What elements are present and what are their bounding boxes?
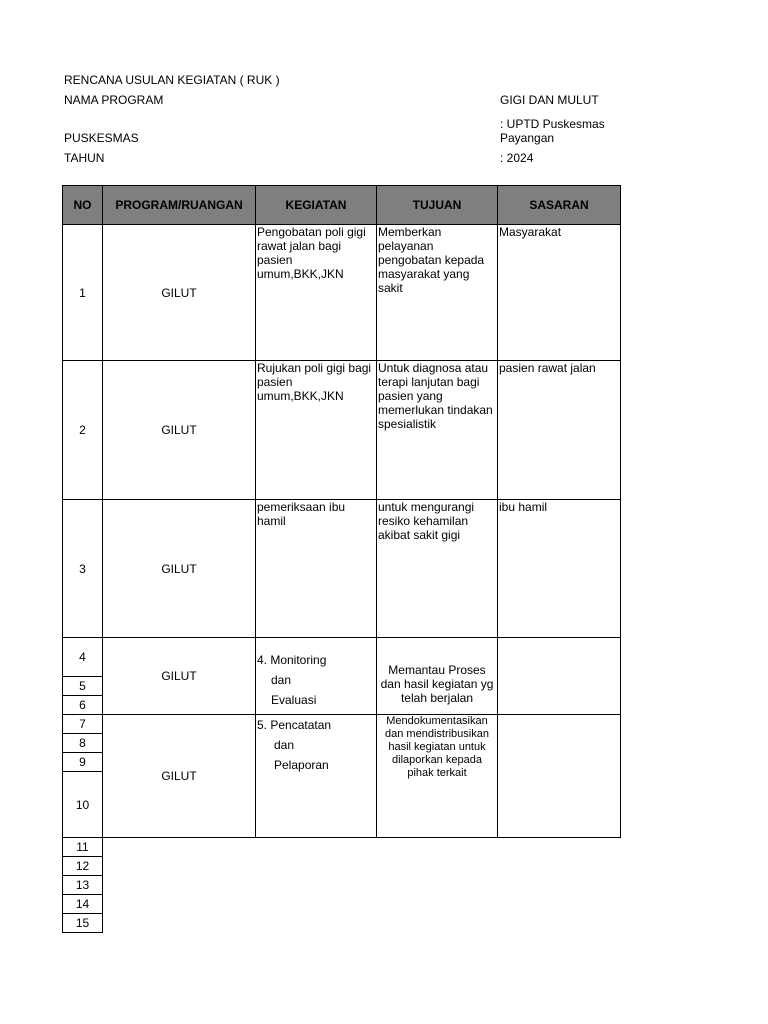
row-kegiatan: pemeriksaan ibu hamil (256, 500, 377, 638)
table-row (63, 857, 621, 876)
table-row (63, 638, 621, 677)
kegiatan-line: dan (274, 738, 295, 752)
row-no: 7 (63, 715, 103, 734)
row-program: GILUT (103, 715, 256, 838)
table-row (63, 914, 621, 933)
tujuan-text: Memantau Proses dan hasil kegiatan yg telah berjalan (380, 663, 494, 705)
kegiatan-line: Pelaporan (274, 758, 329, 772)
table-row (63, 838, 621, 857)
row-no: 13 (63, 876, 103, 895)
row-sasaran (498, 715, 621, 838)
row-sasaran: ibu hamil (498, 500, 621, 638)
row-tujuan (377, 638, 498, 715)
row-no: 5 (63, 677, 103, 696)
row-no: 6 (63, 696, 103, 715)
kegiatan-line: 5. Pencatatan (257, 718, 332, 732)
table-row (63, 225, 621, 361)
row-program: GILUT (103, 638, 256, 715)
kegiatan-line: 4. Monitoring (257, 653, 327, 667)
table-row (63, 361, 621, 500)
column-header-program: PROGRAM/RUANGAN (103, 186, 256, 225)
kegiatan-line: Evaluasi (271, 693, 317, 707)
table-row (63, 895, 621, 914)
puskesmas-value-line2: Payangan (500, 131, 555, 145)
kegiatan-line: dan (271, 673, 292, 687)
row-kegiatan: Pengobatan poli gigi rawat jalan bagi pasien umum,BKK,JKN (256, 225, 377, 361)
row-no: 14 (63, 895, 103, 914)
row-no: 1 (63, 225, 103, 361)
table-row (63, 876, 621, 895)
row-sasaran (498, 638, 621, 715)
row-tujuan: Memberkan pelayanan pengobatan kepada masyarakat yang sakit (377, 225, 498, 361)
program-value: GIGI DAN MULUT (500, 93, 599, 107)
row-tujuan: untuk mengurangi resiko kehamilan akibat sakit gigi (377, 500, 498, 638)
table-header-row (63, 186, 621, 225)
column-header-no: NO (63, 186, 103, 225)
row-no: 10 (63, 772, 103, 838)
row-sasaran: Masyarakat (498, 225, 621, 361)
document-title: RENCANA USULAN KEGIATAN ( RUK ) (64, 73, 280, 87)
row-no: 2 (63, 361, 103, 500)
row-tujuan: Untuk diagnosa atau terapi lanjutan bagi pasien yang memerlukan tindakan spesialistik (377, 361, 498, 500)
column-header-kegiatan: KEGIATAN (256, 186, 377, 225)
table-row (63, 500, 621, 638)
row-tujuan: Mendokumentasikan dan mendistribusikan hasil kegiatan untuk dilaporkan kepada pihak terkait (377, 715, 498, 838)
program-label: NAMA PROGRAM (64, 93, 164, 107)
row-kegiatan (256, 715, 377, 838)
row-kegiatan: Rujukan poli gigi bagi pasien umum,BKK,JKN (256, 361, 377, 500)
puskesmas-label: PUSKESMAS (64, 131, 139, 145)
row-no: 9 (63, 753, 103, 772)
row-program: GILUT (103, 500, 256, 638)
row-no: 8 (63, 734, 103, 753)
row-no: 3 (63, 500, 103, 638)
row-no: 12 (63, 857, 103, 876)
column-header-tujuan: TUJUAN (377, 186, 498, 225)
row-no: 4 (63, 638, 103, 677)
row-program: GILUT (103, 225, 256, 361)
puskesmas-value-line1: : UPTD Puskesmas (500, 117, 605, 131)
table-row (63, 715, 621, 734)
row-no: 15 (63, 914, 103, 933)
row-program: GILUT (103, 361, 256, 500)
row-no: 11 (63, 838, 103, 857)
row-kegiatan (256, 638, 377, 715)
tahun-label: TAHUN (64, 151, 105, 165)
row-sasaran: pasien rawat jalan (498, 361, 621, 500)
tahun-value: : 2024 (500, 151, 534, 165)
column-header-sasaran: SASARAN (498, 186, 621, 225)
ruk-table (62, 185, 621, 933)
